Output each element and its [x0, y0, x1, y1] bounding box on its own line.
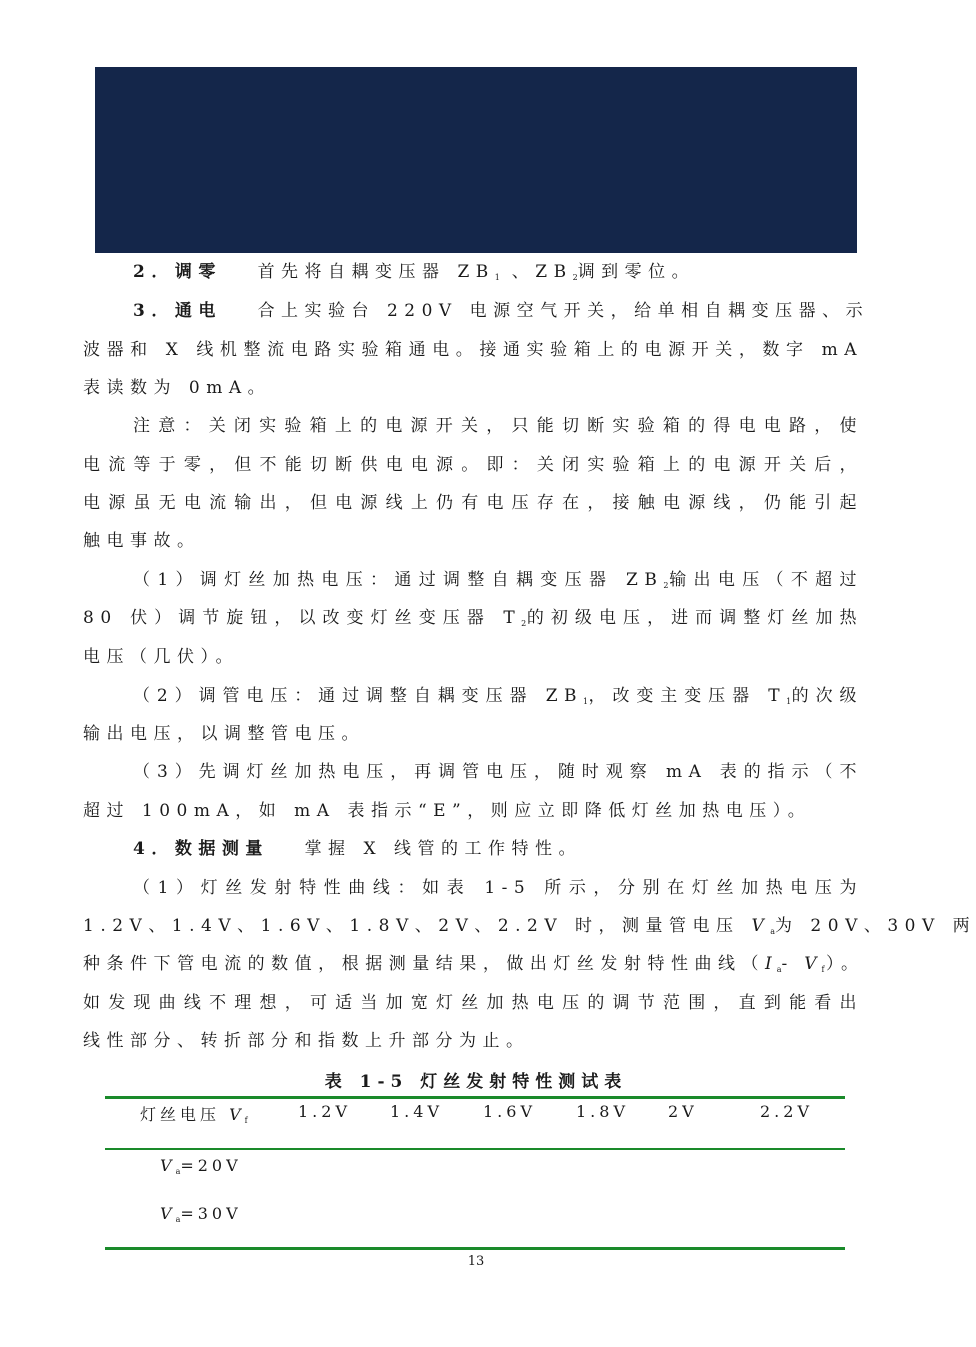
sub4-line3: 种条件下管电流的数值，根据测量结果，做出灯丝发射特性曲线（$I_a-$ $V_f$）。	[83, 954, 864, 974]
table-bottom-rule	[105, 1247, 845, 1250]
sub2-line2: 输出电压，以调整管电压。	[83, 724, 365, 744]
sub4-line2: 1.2V、1.4V、1.6V、1.8V、2V、2.2V 时，测量管电压 $V_a$为 20V、30V 两	[83, 916, 976, 936]
table-row-2-label: $V_a=30V$	[160, 1204, 242, 1224]
table-col-4: 1.8V	[576, 1102, 629, 1121]
sub4-line1: （1）灯丝发射特性曲线：如表 1-5 所示，分别在灯丝加热电压为	[133, 878, 863, 898]
step-4-measure: 4．数据测量 掌握 X 线管的工作特性。	[133, 839, 582, 859]
sub1-line1: （1）调灯丝加热电压：通过调整自耦变压器 $ZB_2$输出电压（不超过	[133, 570, 863, 590]
table-top-rule	[105, 1096, 845, 1099]
sub3-line2: 超过 100mA，如 mA 表指示“E”，则应立即降低灯丝加热电压）。	[83, 801, 812, 821]
sub4-line4: 如发现曲线不理想，可适当加宽灯丝加热电压的调节范围，直到能看出	[83, 993, 863, 1013]
note-line2: 电流等于零，但不能切断供电电源。即：关闭实验箱上的电源开关后，	[83, 455, 863, 475]
sub1-line2: 80 伏）调节旋钮，以改变灯丝变压器 $T_2$的初级电压，进而调整灯丝加热	[83, 608, 863, 628]
page-number: 13	[467, 1254, 485, 1269]
table-col-5: 2V	[668, 1102, 698, 1121]
note-line1: 注意：关闭实验箱上的电源开关，只能切断实验箱的得电电路，使	[133, 416, 863, 436]
step-2-zero: 2．调零 首先将自耦变压器 $ZB_1$ 、$ZB_2$调到零位。	[133, 262, 696, 282]
table-header-rule	[105, 1148, 845, 1150]
table-caption: 表 1-5 灯丝发射特性测试表	[324, 1072, 628, 1092]
step-3-power-line1: 3．通电 合上实验台 220V 电源空气开关，给单相自耦变压器、示	[133, 301, 870, 321]
note-line4: 触电事故。	[83, 531, 201, 551]
table-col-6: 2.2V	[760, 1102, 813, 1121]
step-3-power-line2: 波器和 X 线机整流电路实验箱通电。接通实验箱上的电源开关，数字 mA	[83, 340, 863, 360]
table-col-2: 1.4V	[390, 1102, 443, 1121]
sub3-line1: （3）先调灯丝加热电压，再调管电压，随时观察 mA 表的指示（不	[133, 762, 863, 782]
sub4-line5: 线性部分、转折部分和指数上升部分为止。	[83, 1031, 530, 1051]
note-line3: 电源虽无电流输出，但电源线上仍有电压存在，接触电源线，仍能引起	[83, 493, 863, 513]
sub1-line3: 电压（几伏）。	[83, 647, 239, 667]
table-col-1: 1.2V	[298, 1102, 351, 1121]
table-col-3: 1.6V	[483, 1102, 536, 1121]
table-row-1-label: $V_a=20V$	[160, 1156, 242, 1176]
sub2-line1: （2）调管电压：通过调整自耦变压器 $ZB_1$，改变主变压器 $T_1$的次级	[133, 686, 864, 706]
header-banner	[95, 67, 857, 253]
step-3-power-line3: 表读数为 0mA。	[83, 378, 272, 398]
table-header-label: 灯丝电压 $V_f$	[140, 1105, 248, 1125]
